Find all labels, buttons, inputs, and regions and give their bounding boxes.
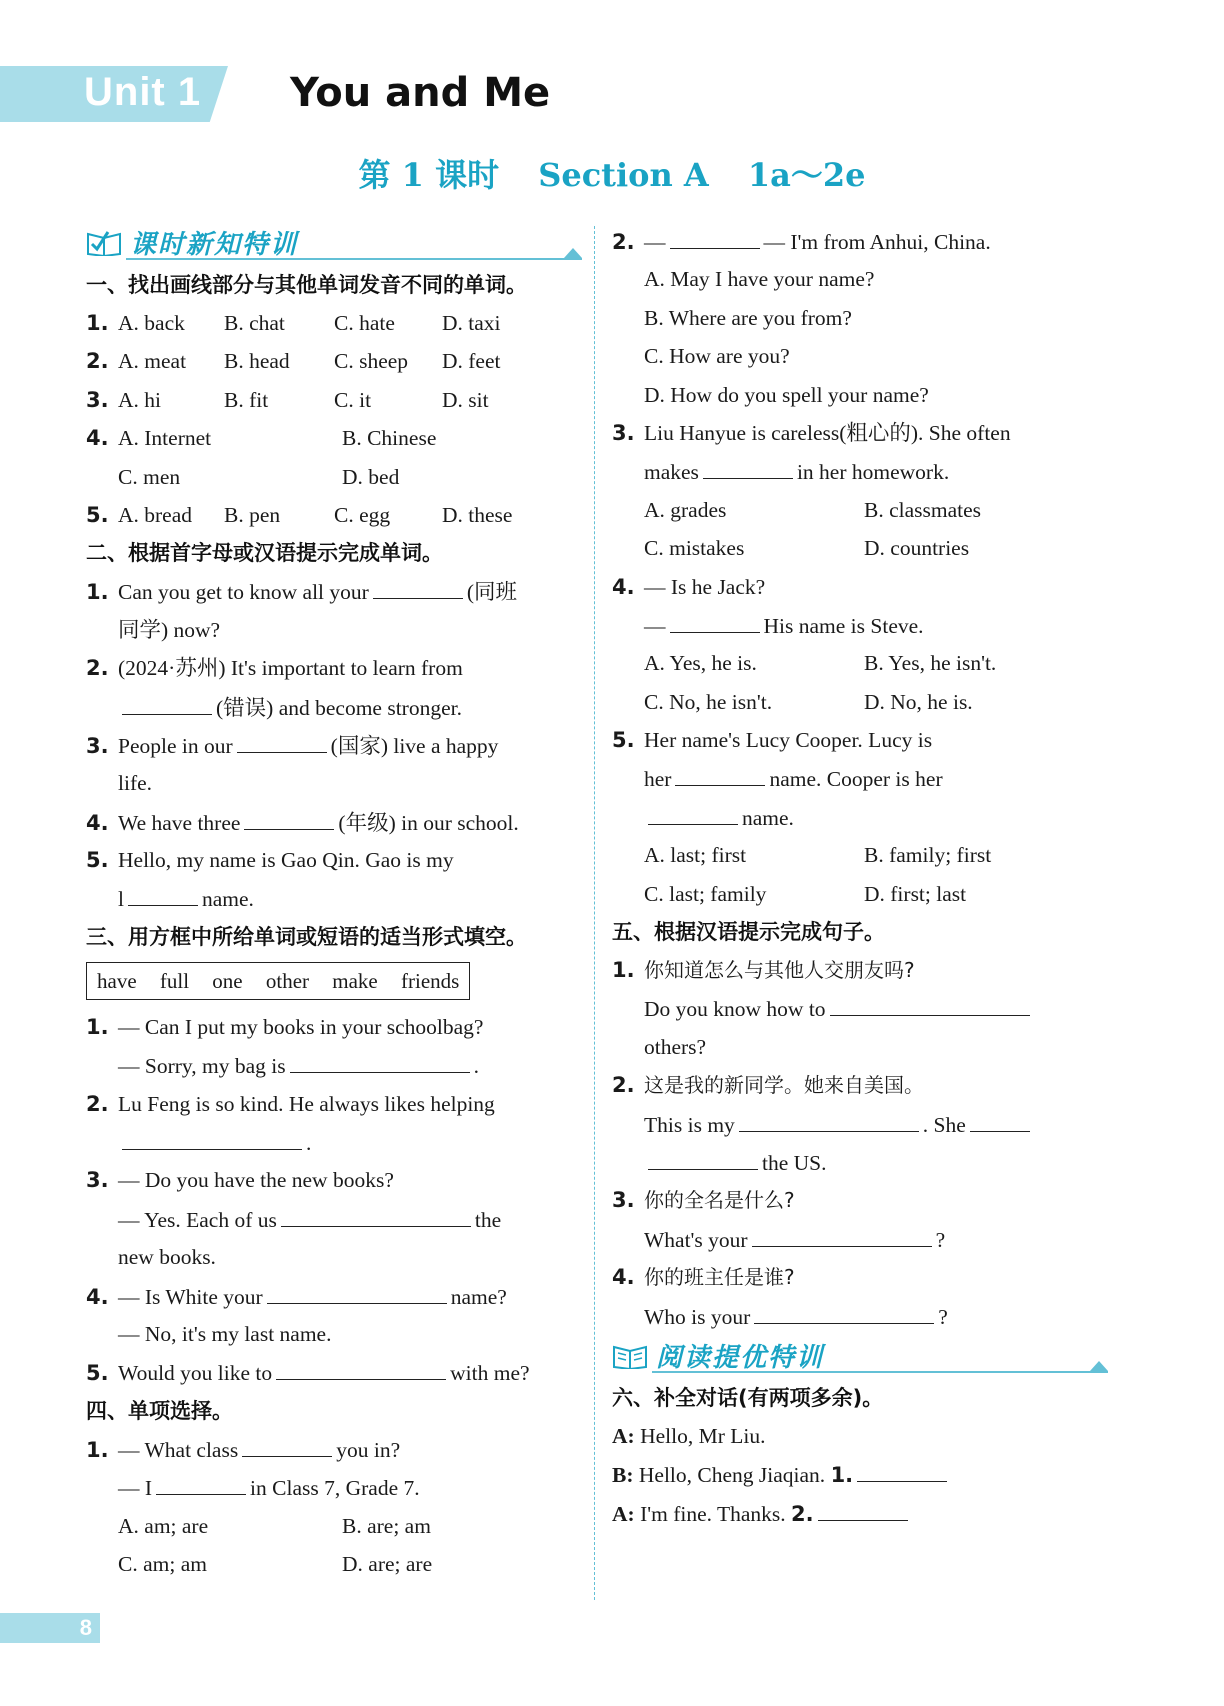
question-row	[86, 1123, 582, 1161]
option-d[interactable]: D. are; are	[342, 1551, 433, 1576]
question-text: you in?	[336, 1437, 401, 1462]
question-row	[612, 414, 1108, 452]
option-c: C. men	[118, 464, 181, 489]
section-banner-reading	[612, 1335, 1108, 1375]
section-title: 一、找出画线部分与其他单词发音不同的单词。	[86, 273, 527, 297]
option-b[interactable]: B. are; am	[342, 1513, 431, 1538]
answer-blank[interactable]	[754, 1297, 934, 1324]
question-number: 5.	[86, 1361, 109, 1386]
question-row	[86, 1008, 582, 1046]
option-a: A. meat	[118, 349, 187, 374]
question-number: 1.	[86, 311, 109, 335]
banner-marker	[1090, 1361, 1108, 1371]
option-d[interactable]: D. first; last	[864, 881, 967, 906]
initial-letter: l	[118, 887, 124, 912]
lesson-heading	[0, 150, 1224, 196]
option-d[interactable]: D. countries	[864, 536, 970, 561]
question-number: 2.	[612, 1073, 635, 1098]
answer-blank[interactable]	[128, 879, 198, 906]
question-row	[86, 764, 582, 802]
answer-blank[interactable]	[648, 1143, 758, 1170]
dialogue-line	[612, 1455, 1108, 1493]
question-text: Do you know how to	[644, 997, 826, 1022]
banner-underline	[126, 258, 582, 260]
question-number: 4.	[86, 426, 109, 451]
question-row	[86, 726, 582, 764]
question-number: 3.	[86, 733, 109, 758]
question-text: People in our	[118, 733, 233, 758]
banner-title: 阅读提优特训	[656, 1342, 825, 1373]
option-d[interactable]: D. How do you spell your name?	[644, 382, 929, 407]
open-book-icon	[612, 1341, 648, 1369]
option-c[interactable]: C. No, he isn't.	[644, 689, 773, 714]
answer-blank[interactable]	[237, 726, 327, 753]
chinese-prompt: 你的班主任是谁?	[644, 1265, 795, 1290]
option-d[interactable]: D. No, he is.	[864, 689, 973, 714]
option-d: D. taxi	[442, 311, 501, 335]
question-row	[86, 1085, 582, 1123]
question-number: 5.	[86, 848, 109, 873]
question-row	[612, 1028, 1108, 1066]
page-number: 8	[79, 1615, 92, 1640]
option-c: C. it	[334, 387, 372, 412]
question-number: 3.	[612, 420, 635, 445]
question-number: 1.	[86, 1437, 109, 1462]
option-c: C. egg	[334, 502, 391, 527]
question-text: her	[644, 767, 672, 792]
answer-blank[interactable]	[290, 1046, 470, 1073]
question-text: new books.	[118, 1245, 216, 1270]
question-row	[86, 1277, 582, 1315]
question-row	[86, 841, 582, 879]
answer-blank[interactable]	[752, 1220, 932, 1247]
chinese-prompt: 你的全名是什么?	[644, 1188, 795, 1213]
option-a[interactable]: A. grades	[644, 497, 727, 522]
dash: —	[644, 613, 666, 638]
question-row	[86, 572, 582, 610]
punctuation: .	[306, 1131, 312, 1156]
checklist-book-icon	[86, 228, 122, 256]
question-row	[86, 381, 582, 419]
section-title: 三、用方框中所给单词或短语的适当形式填空。	[86, 924, 527, 949]
right-column	[612, 222, 1108, 1532]
option-a: A. bread	[118, 502, 193, 527]
option-a: A. hi	[118, 387, 161, 412]
question-row	[86, 1315, 582, 1353]
option-c[interactable]: C. How are you?	[644, 344, 790, 369]
question-text: name?	[450, 1284, 507, 1309]
question-row	[612, 1066, 1108, 1104]
question-text: — Is he Jack?	[644, 574, 766, 599]
option-b[interactable]: B. Yes, he isn't.	[864, 651, 997, 676]
section-title: 二、根据首字母或汉语提示完成单词。	[86, 541, 443, 566]
question-text: . She	[922, 1112, 966, 1137]
answer-blank[interactable]	[156, 1468, 246, 1495]
question-number: 4.	[612, 1265, 635, 1290]
question-text: — I	[118, 1476, 153, 1501]
speaker-label: B:	[612, 1463, 634, 1488]
section-banner-new-knowledge	[86, 222, 582, 262]
question-row	[612, 568, 1108, 606]
answer-blank[interactable]	[122, 1123, 302, 1150]
question-row	[86, 1238, 582, 1276]
question-text: makes	[644, 460, 699, 485]
question-row	[86, 1507, 582, 1545]
option-row	[612, 299, 1108, 337]
question-row	[612, 798, 1108, 836]
question-number: 5.	[612, 728, 635, 753]
answer-blank[interactable]	[857, 1455, 947, 1482]
question-text: Would you like to	[118, 1361, 273, 1386]
question-text: — Is White your	[118, 1284, 263, 1309]
answer-blank[interactable]	[670, 222, 760, 249]
option-b: B. chat	[224, 311, 285, 335]
answer-blank[interactable]	[675, 759, 765, 786]
question-row	[612, 222, 1108, 260]
question-text: Her name's Lucy Cooper. Lucy is	[644, 728, 933, 753]
dialogue-text: I'm fine. Thanks.	[640, 1501, 786, 1526]
option-b: B. head	[224, 349, 290, 374]
question-text: 同学) now?	[118, 617, 221, 642]
question-text: His name is Steve.	[763, 613, 924, 638]
question-row	[86, 496, 582, 534]
answer-blank[interactable]	[122, 688, 212, 715]
question-row	[86, 458, 582, 496]
question-number: 2.	[86, 349, 109, 374]
question-row	[86, 611, 582, 649]
question-row	[612, 1297, 1108, 1335]
question-number: 4.	[86, 1284, 109, 1309]
question-text: name. Cooper is her	[769, 767, 943, 792]
question-text: Can you get to know all your	[118, 580, 369, 605]
option-row	[612, 644, 1108, 682]
chinese-prompt: 你知道怎么与其他人交朋友吗?	[644, 958, 915, 983]
section-title: 四、单项选择。	[86, 1398, 233, 1423]
question-row	[612, 1143, 1108, 1181]
option-b: B. pen	[224, 502, 281, 527]
question-text: We have three	[118, 810, 241, 835]
banner-title: 课时新知特训	[130, 230, 299, 260]
option-b: B. fit	[224, 387, 269, 412]
question-row	[612, 606, 1108, 644]
question-text: with me?	[450, 1361, 530, 1386]
question-row	[86, 879, 582, 917]
page-number-tab	[0, 1613, 100, 1643]
lesson-period: 第 1 课时	[358, 156, 500, 194]
answer-blank[interactable]	[830, 989, 1030, 1016]
question-row	[86, 1545, 582, 1583]
answer-blank[interactable]	[739, 1105, 919, 1132]
option-a[interactable]: A. am; are	[118, 1513, 209, 1538]
unit-label: Unit 1	[84, 70, 202, 114]
option-c: C. sheep	[334, 349, 409, 374]
question-number: 1.	[612, 958, 635, 983]
blank-number: 1.	[830, 1463, 854, 1488]
question-number: 3.	[86, 1168, 109, 1193]
option-a[interactable]: A. last; first	[644, 843, 747, 868]
question-text: (错误) and become stronger.	[216, 695, 462, 720]
question-number: 5.	[86, 502, 109, 527]
option-row	[612, 260, 1108, 298]
lesson-range: 1a～2e	[747, 156, 866, 194]
answer-blank[interactable]	[242, 1430, 332, 1457]
question-number: 4.	[86, 810, 109, 835]
question-row	[86, 688, 582, 726]
option-a: A. back	[118, 311, 185, 335]
question-row	[612, 452, 1108, 490]
question-row	[612, 989, 1108, 1027]
option-d: D. these	[442, 502, 513, 527]
banner-marker	[564, 248, 582, 258]
question-text: — Yes. Each of us	[118, 1207, 277, 1232]
question-row	[612, 1258, 1108, 1296]
question-text: Liu Hanyue is careless(粗心的). She often	[644, 420, 1011, 445]
answer-blank[interactable]	[244, 803, 334, 830]
question-row	[86, 1161, 582, 1199]
question-text: name.	[742, 805, 794, 830]
option-a[interactable]: A. Yes, he is.	[644, 651, 757, 676]
option-a[interactable]: A. May I have your name?	[644, 267, 875, 292]
question-text: in Class 7, Grade 7.	[250, 1476, 420, 1501]
answer-blank[interactable]	[670, 606, 760, 633]
question-row	[612, 721, 1108, 759]
option-b[interactable]: B. family; first	[864, 843, 992, 868]
answer-blank[interactable]	[818, 1494, 908, 1521]
blank-number: 2.	[791, 1501, 814, 1526]
option-c: C. hate	[334, 311, 395, 335]
answer-blank[interactable]	[267, 1277, 447, 1304]
speaker-label: A:	[612, 1423, 635, 1448]
question-hint: (同班	[466, 580, 517, 605]
dash: —	[644, 230, 666, 254]
question-row	[86, 342, 582, 380]
question-number: 2.	[86, 1091, 109, 1116]
option-b[interactable]: B. Where are you from?	[644, 305, 852, 330]
question-number: 1.	[86, 1014, 109, 1039]
option-row	[612, 683, 1108, 721]
question-number: 3.	[86, 387, 109, 412]
option-row	[612, 491, 1108, 529]
word-box: have full one other make friends	[86, 962, 470, 1000]
banner-underline	[652, 1371, 1108, 1373]
option-row	[612, 836, 1108, 874]
option-d: D. sit	[442, 387, 489, 412]
lesson-section: Section A	[538, 156, 709, 194]
question-row	[612, 759, 1108, 797]
answer-blank[interactable]	[970, 1105, 1030, 1132]
answer-blank[interactable]	[373, 572, 463, 599]
left-column	[86, 222, 582, 1583]
question-row	[86, 649, 582, 687]
answer-blank[interactable]	[703, 452, 793, 479]
question-text: — No, it's my last name.	[118, 1321, 332, 1346]
question-text: Hello, my name is Gao Qin. Gao is my	[118, 848, 454, 873]
speaker-label: A:	[612, 1501, 635, 1526]
question-number: 4.	[612, 574, 635, 599]
question-row	[86, 1353, 582, 1391]
question-number: 2.	[86, 656, 109, 681]
unit-title: You and Me	[290, 70, 551, 116]
dialogue-text: Hello, Mr Liu.	[640, 1423, 766, 1448]
question-row	[86, 1468, 582, 1506]
question-text: others?	[644, 1034, 707, 1059]
question-row	[86, 304, 582, 342]
question-text: Lu Feng is so kind. He always likes helping	[118, 1091, 495, 1116]
question-row	[612, 951, 1108, 989]
dialogue-line	[612, 1494, 1108, 1532]
option-b: B. Chinese	[342, 426, 437, 451]
question-row	[86, 419, 582, 457]
question-number: 2.	[612, 230, 635, 254]
question-row	[612, 1105, 1108, 1143]
option-d: D. feet	[442, 349, 501, 374]
question-row	[86, 1430, 582, 1468]
column-divider	[594, 226, 595, 1600]
question-row	[86, 1200, 582, 1238]
question-text: — What class	[118, 1437, 239, 1462]
option-row	[612, 376, 1108, 414]
chinese-prompt: 这是我的新同学。她来自美国。	[644, 1073, 924, 1098]
option-row	[612, 337, 1108, 375]
question-text: — Do you have the new books?	[118, 1168, 394, 1193]
question-text: (2024·苏州) It's important to learn from	[118, 656, 463, 681]
question-row	[86, 803, 582, 841]
question-row	[612, 1220, 1108, 1258]
question-text: This is my	[644, 1112, 735, 1137]
answer-blank[interactable]	[276, 1353, 446, 1380]
option-c[interactable]: C. last; family	[644, 881, 767, 906]
option-row	[612, 529, 1108, 567]
punctuation: ?	[938, 1304, 948, 1329]
option-a: A. Internet	[118, 426, 212, 451]
question-text: the US.	[762, 1150, 827, 1175]
question-text: name.	[201, 887, 254, 912]
question-text: the	[474, 1207, 502, 1232]
option-d: D. bed	[342, 464, 400, 489]
option-c[interactable]: C. am; am	[118, 1551, 207, 1576]
option-c[interactable]: C. mistakes	[644, 536, 745, 561]
question-text: in her homework.	[796, 460, 950, 485]
answer-blank[interactable]	[281, 1200, 471, 1227]
question-text: — Sorry, my bag is	[118, 1054, 286, 1079]
question-text: Who is your	[644, 1304, 751, 1329]
question-number: 1.	[86, 580, 109, 605]
section-title: 五、根据汉语提示完成句子。	[612, 920, 885, 945]
dialogue-line	[612, 1417, 1108, 1455]
question-text: life.	[118, 771, 153, 796]
dialogue-text: Hello, Cheng Jiaqian.	[638, 1463, 826, 1488]
question-hint: (国家) live a happy	[330, 733, 499, 758]
punctuation: ?	[935, 1227, 946, 1252]
question-text: What's your	[644, 1227, 748, 1252]
answer-blank[interactable]	[648, 798, 738, 825]
option-b[interactable]: B. classmates	[864, 497, 982, 522]
question-number: 3.	[612, 1188, 635, 1213]
question-text: — I'm from Anhui, China.	[763, 230, 991, 254]
question-row	[612, 1181, 1108, 1219]
punctuation: .	[473, 1054, 479, 1079]
option-row	[612, 875, 1108, 913]
question-hint: (年级) in our school.	[338, 810, 519, 835]
question-row	[86, 1046, 582, 1084]
section-title: 六、补全对话(有两项多余)。	[612, 1385, 884, 1410]
question-text: — Can I put my books in your schoolbag?	[118, 1014, 484, 1039]
